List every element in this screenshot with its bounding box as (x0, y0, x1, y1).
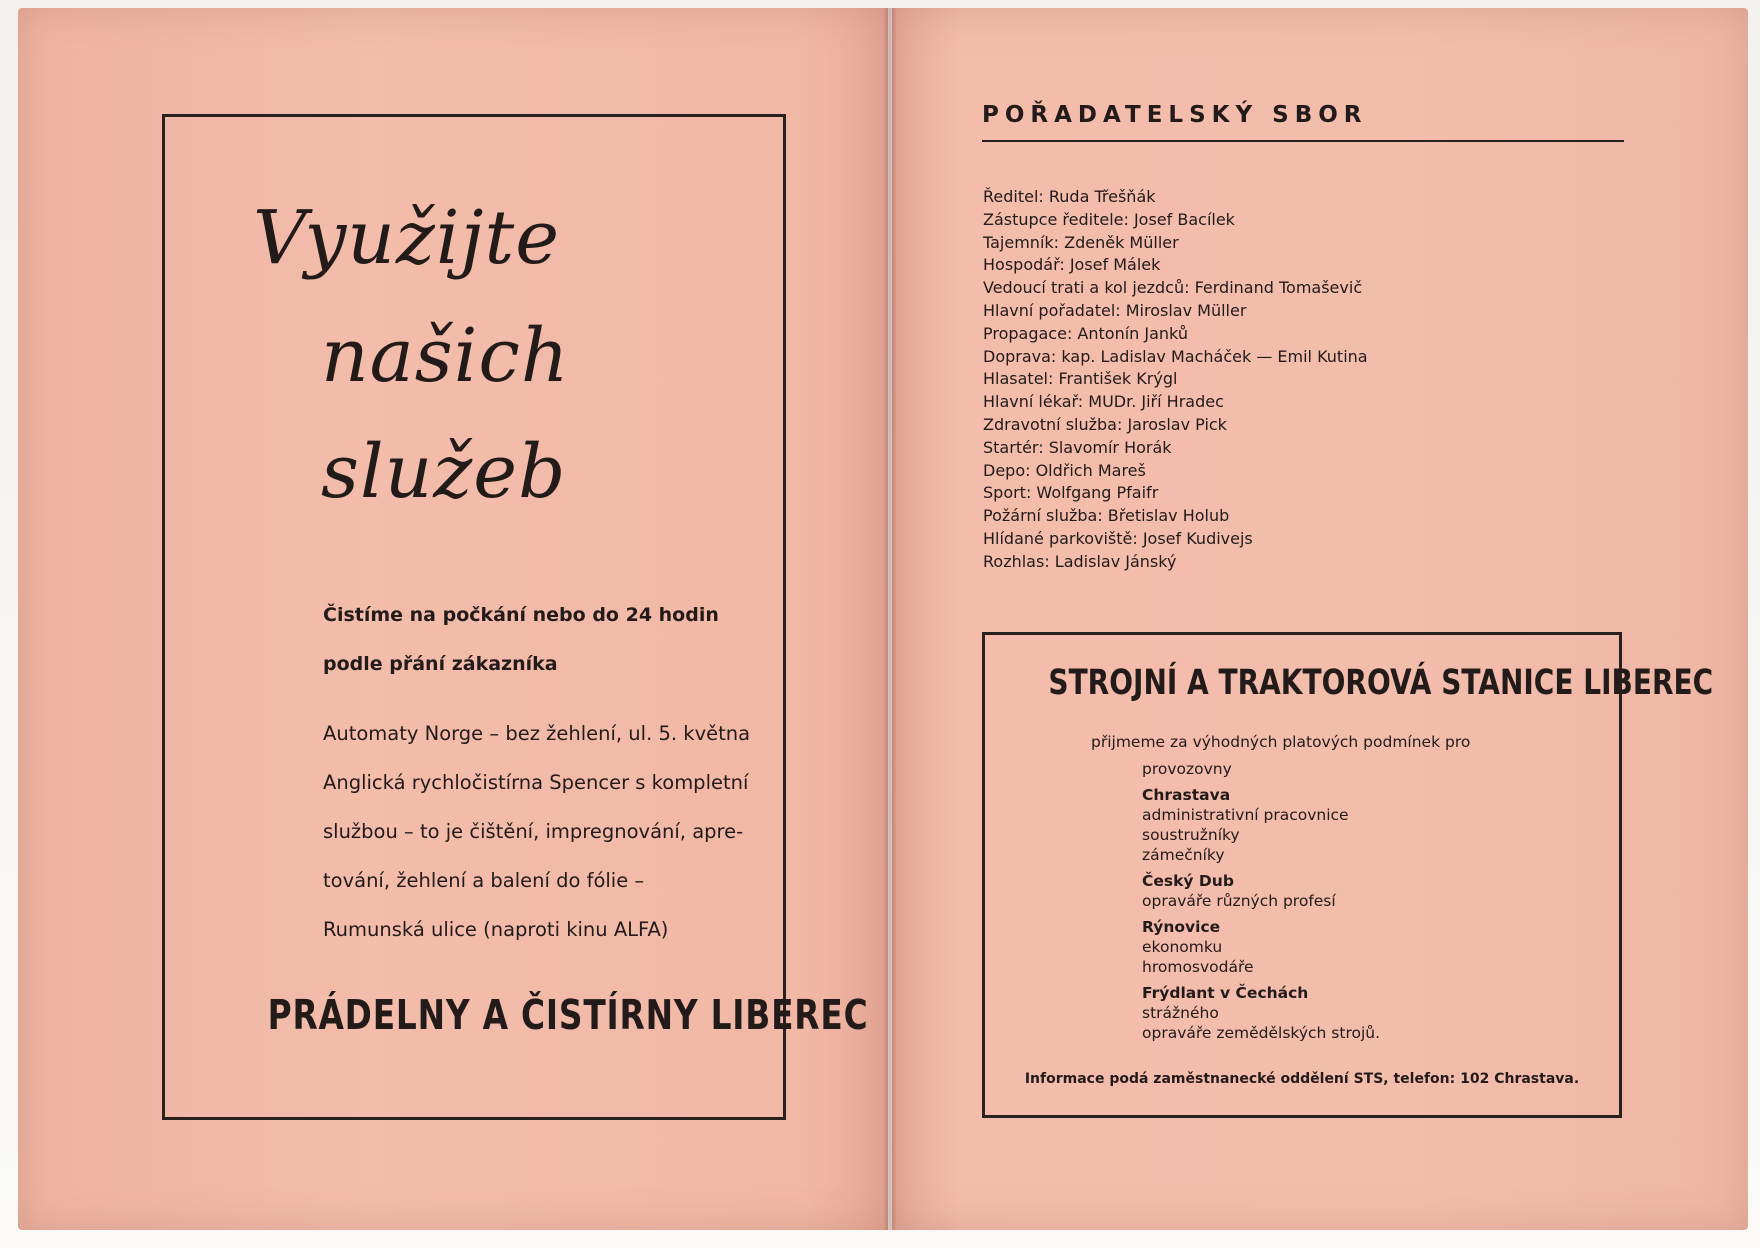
sts-unit-position: zámečníky (1142, 846, 1225, 864)
slogan-line-2: našich (321, 313, 570, 399)
slogan-line-3: služeb (321, 429, 567, 515)
sts-unit-position: opraváře různých profesí (1142, 892, 1336, 910)
staff-entry: Ředitel: Ruda Třešňák (983, 187, 1156, 206)
book-gutter (884, 8, 896, 1230)
sts-ad-frame (982, 632, 1714, 1118)
staff-entry: Sport: Wolfgang Pfaifr (983, 483, 1159, 503)
sts-ad-intro: přijmeme za výhodných platových podmínek pro (1091, 733, 1471, 751)
staff-entry: Zástupce ředitele: Josef Bacílek (983, 209, 1235, 229)
laundry-ad-body-line: Rumunská ulice (naproti kinu ALFA) (323, 918, 669, 941)
sts-unit-name: Chrastava (1142, 786, 1231, 804)
staff-entry: Vedoucí trati a kol jezdců: Ferdinand Tomaševič (983, 278, 1363, 298)
staff-entry: Hlasatel: František Krýgl (983, 369, 1178, 389)
sts-unit-position: hromosvodáře (1142, 958, 1254, 976)
staff-list (983, 186, 1368, 574)
sts-unit-name: Český Dub (1142, 872, 1234, 890)
sts-unit-position: strážného (1142, 1004, 1219, 1022)
sts-unit-position: administrativní pracovnice (1142, 806, 1349, 824)
laundry-ad-frame (162, 114, 869, 1120)
laundry-ad-headline: Čistíme na počkání nebo do 24 hodin podle přání zákazníka (323, 604, 719, 675)
sts-ad-units (1142, 759, 1380, 1043)
staff-entry: Hlavní pořadatel: Miroslav Müller (983, 300, 1247, 320)
laundry-ad-body-line: službou – to je čištění, impregnování, apre- (323, 820, 744, 843)
left-page (18, 8, 888, 1230)
sts-unit-position: soustružníky (1142, 826, 1240, 844)
sts-unit-position: opraváře zemědělských strojů. (1142, 1024, 1381, 1042)
staff-entry: Startér: Slavomír Horák (983, 437, 1172, 457)
sts-unit-position: ekonomku (1142, 938, 1223, 956)
staff-entry: Depo: Oldřich Mareš (983, 460, 1146, 480)
sts-unit-name: Rýnovice (1142, 918, 1221, 936)
staff-entry: Požární služba: Břetislav Holub (983, 506, 1230, 526)
laundry-ad-body-line: tování, žehlení a balení do fólie – (323, 869, 645, 892)
staff-entry: Hospodář: Josef Málek (983, 255, 1161, 275)
staff-entry: Doprava: kap. Ladislav Macháček — Emil Kutina (983, 346, 1368, 366)
laundry-ad-body (323, 709, 763, 954)
sts-unit-name: Frýdlant v Čechách (1142, 984, 1309, 1002)
slogan-line-1: Využijte (253, 195, 561, 281)
sts-ad-footer: Informace podá zaměstnanecké oddělení STS, telefon: 102 Chrastava. (1024, 1071, 1580, 1087)
laundry-brand: PRÁDELNY A ČISTÍRNY LIBEREC (267, 991, 869, 1039)
sts-provozovny-label: provozovny (1142, 760, 1232, 778)
sts-ad-title: STROJNÍ A TRAKTOROVÁ STANICE LIBEREC (1048, 663, 1714, 703)
staff-entry: Hlavní lékař: MUDr. Jiří Hradec (983, 392, 1224, 412)
staff-entry: Tajemník: Zdeněk Müller (983, 232, 1179, 252)
laundry-ad-body-line: Automaty Norge – bez žehlení, ul. 5. května (323, 722, 751, 745)
staff-section-title: POŘADATELSKÝ SBOR (982, 102, 1368, 128)
staff-entry: Rozhlas: Ladislav Jánský (983, 551, 1177, 571)
staff-entry: Hlídané parkoviště: Josef Kudivejs (983, 528, 1253, 548)
staff-entry: Propagace: Antonín Janků (983, 323, 1188, 343)
laundry-ad-body-line: Anglická rychločistírna Spencer s kompletní (323, 771, 749, 794)
staff-section-rule (982, 140, 1624, 142)
staff-entry: Zdravotní služba: Jaroslav Pick (983, 414, 1227, 434)
